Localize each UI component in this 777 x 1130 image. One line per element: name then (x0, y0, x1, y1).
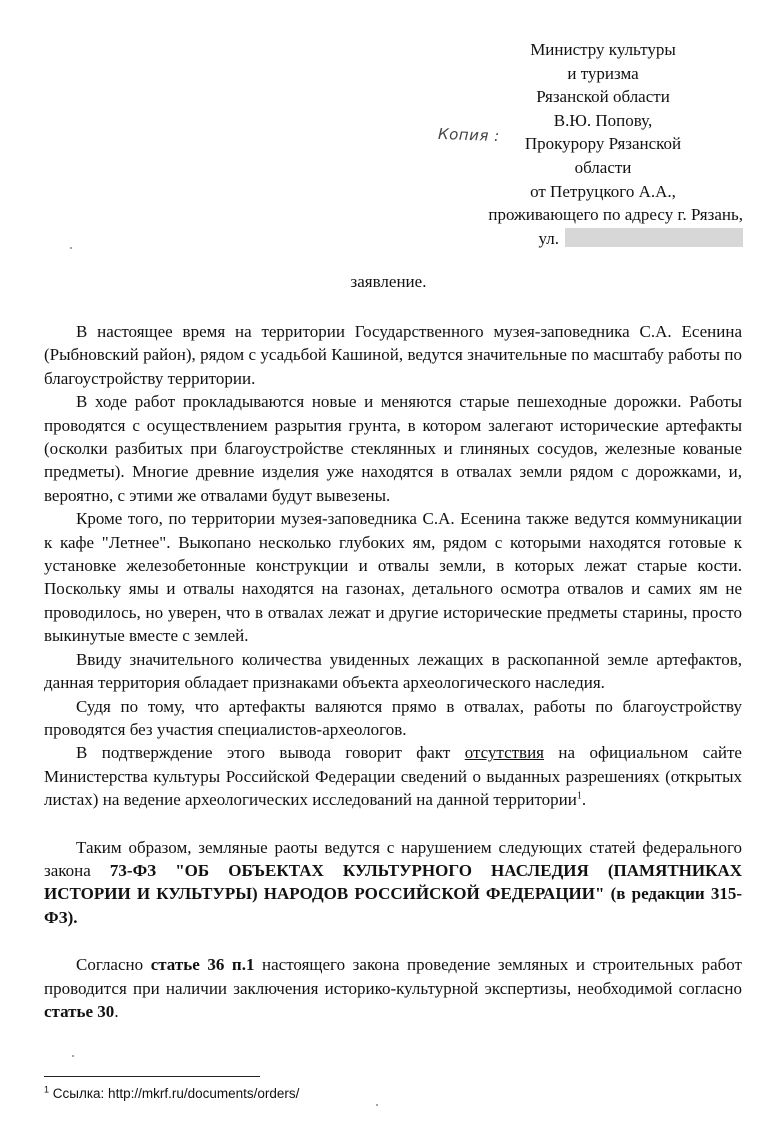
addressee-line: Министру культуры (530, 40, 676, 59)
handwritten-copy-mark: Копия : (437, 124, 501, 146)
footnote-ref: 1 (576, 790, 582, 802)
text-run: . (581, 790, 587, 810)
paragraph: Судя по тому, что артефакты валяются прямо в отвалах, работы по благоустройству проводятся без участия специалистов-археологов. (44, 696, 742, 739)
scan-speck (72, 1055, 74, 1057)
footnote (44, 1086, 299, 1101)
street-prefix: ул. (538, 228, 559, 248)
addressee-line: и туризма (567, 63, 639, 83)
document-title: заявление. (350, 272, 427, 291)
addressee-line: проживающего по адресу г. Рязань, (488, 205, 743, 225)
text-run: Согласно (76, 955, 151, 975)
text-run: Таким образом, земляные раоты ведутся с нарушением следующих статей федерального закона (44, 837, 742, 880)
addressee-block (463, 38, 743, 250)
text-run: В подтверждение этого вывода говорит факт (76, 743, 465, 763)
addressee-line: Прокурору Рязанской (524, 134, 682, 154)
text-run: на официальном сайте Министерства культуры Российской Федерации сведений о выданных разрешениях (открытых листах) на ведение археологических исследований на данной территории (44, 743, 742, 810)
footnote-text: Ссылка: http://mkrf.ru/documents/orders/ (49, 1086, 300, 1101)
scan-speck (70, 247, 72, 249)
scan-speck (376, 1104, 378, 1106)
addressee-line: от Петруцкого А.А., (530, 181, 676, 201)
paragraph: Ввиду значительного количества увиденных лежащих в раскопанной земле артефактов, данная территория обладает признаками объекта археологического наследия. (44, 649, 742, 693)
article-ref: статье 30 (44, 1001, 115, 1021)
addressee-line: В.Ю. Попову, (553, 110, 653, 130)
text-run: . (114, 1001, 119, 1021)
redacted-address (565, 228, 743, 247)
footnote-divider (44, 1076, 260, 1077)
article-ref: статье 36 п.1 (150, 955, 255, 975)
street-line (463, 227, 743, 251)
paragraph (44, 741, 742, 811)
footnote-number: 1 (44, 1084, 50, 1095)
paragraph: В ходе работ прокладываются новые и меняются старые пешеходные дорожки. Работы проводятся с осуществлением разрытия грунта, в котором залегают исторические артефакты (осколки разбитых при благоустройстве стеклянных и глиняных сосудов, железные кованые предметы). Многие древние изделия уже находятся в отвалах земли рядом с дорожками, и, вероятно, с этими же отвалами будут вывезены. (44, 392, 742, 505)
text-run: настоящего закона проведение земляных и строительных работ проводится при наличии заключения историко-культурной экспертизы, необходимой согласно (44, 955, 742, 998)
law-title: 73-ФЗ "ОБ ОБЪЕКТАХ КУЛЬТУРНОГО НАСЛЕДИЯ (ПАМЯТНИКАХ ИСТОРИИ И КУЛЬТУРЫ) НАРОДОВ РОССИЙСКОЙ ФЕДЕРАЦИИ" (в редакции 315-ФЗ). (44, 860, 742, 927)
addressee-line: Рязанской области (536, 87, 670, 107)
paragraph: Кроме того, по территории музея-заповедника С.А. Есенина также ведутся коммуникации к кафе "Летнее". Выкопано несколько глубоких ям, рядом с которыми находятся готовые к установке железобетонные конструкции и отвалы земли, в которых лежат старые кости. Поскольку ямы и отвалы находятся на газонах, детального осмотра отвалов и самих ям не проводилось, но уверен, что в отвалах лежат и другие исторические предметы старины, просто выкинутые вместе с землей. (44, 509, 742, 646)
underlined-word: отсутствия (464, 743, 544, 763)
paragraph (44, 836, 742, 930)
document-body (44, 320, 742, 1023)
paragraph (44, 953, 742, 1023)
paragraph: В настоящее время на территории Государственного музея-заповедника С.А. Есенина (Рыбновский район), рядом с усадьбой Кашиной, ведутся значительные по масштабу работы по благоустройству территории. (44, 322, 742, 388)
addressee-line: области (574, 157, 632, 177)
